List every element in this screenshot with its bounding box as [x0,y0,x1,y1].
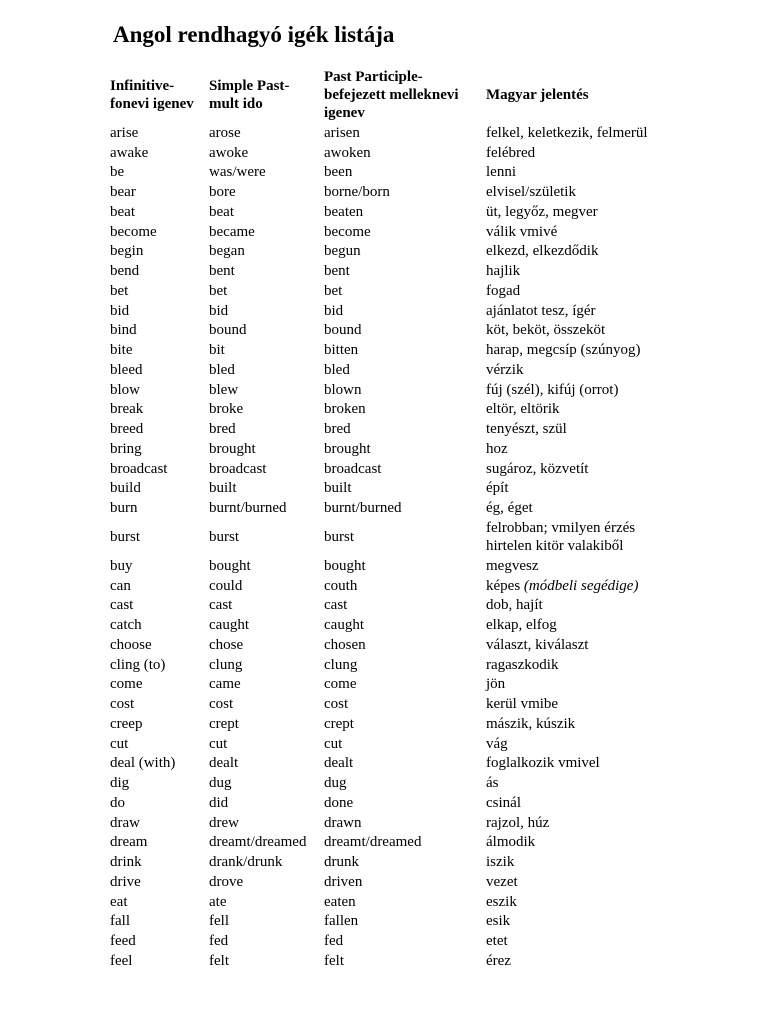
meaning-text: mászik, kúszik [486,715,576,732]
meaning-cell [483,182,663,202]
infinitive-cell: drink [110,854,142,871]
simple-past-cell: beat [209,203,234,220]
simple-past-cell: became [209,223,255,240]
meaning-cell [483,596,663,616]
table-row [107,892,663,912]
table-row [107,951,663,971]
simple-past-cell: clung [209,656,243,673]
past-participle-cell: arisen [324,124,360,141]
infinitive-cell: do [110,794,125,811]
past-participle-cell: clung [324,656,358,673]
table-row [107,340,663,360]
meaning-text: sugároz, közvetít [486,460,589,477]
infinitive-cell: feed [110,933,136,950]
table-row [107,813,663,833]
meaning-text: vág [486,735,508,752]
past-participle-cell: broken [324,401,366,418]
table-row [107,182,663,202]
meaning-text: kerül vmibe [486,696,559,713]
simple-past-cell: bid [209,302,229,319]
meaning-text: csinál [486,794,521,811]
simple-past-cell: fed [209,933,229,950]
table-row [107,202,663,222]
header-infinitive: Infinitive-fonevi igenev [110,78,194,112]
infinitive-cell: dig [110,775,130,792]
meaning-text: álmodik [486,834,536,851]
infinitive-cell: bet [110,282,129,299]
table-row [107,615,663,635]
table-body [107,123,663,971]
infinitive-cell: arise [110,124,139,141]
meaning-cell [483,675,663,695]
meaning-cell [483,380,663,400]
past-participle-cell: burnt/burned [324,500,402,517]
simple-past-cell: bled [209,361,235,378]
past-participle-cell: cast [324,597,348,614]
meaning-cell [483,261,663,281]
simple-past-cell: drew [209,814,239,831]
simple-past-cell: broadcast [209,460,267,477]
simple-past-cell: chose [209,636,244,653]
table-row [107,261,663,281]
past-participle-cell: bet [324,282,343,299]
infinitive-cell: cling (to) [110,656,166,673]
simple-past-cell: dug [209,775,232,792]
table-row [107,242,663,262]
past-participle-cell: begun [324,243,361,260]
meaning-cell [483,498,663,518]
infinitive-cell: deal (with) [110,755,176,772]
meaning-cell [483,833,663,853]
infinitive-cell: bleed [110,361,143,378]
meaning-cell [483,123,663,143]
meaning-text: válik vmivé [486,223,558,240]
infinitive-cell: cost [110,696,135,713]
meaning-text: jön [486,676,506,693]
past-participle-cell: drawn [324,814,362,831]
infinitive-cell: burn [110,500,138,517]
meaning-text: vérzik [486,361,524,378]
infinitive-cell: can [110,577,131,594]
meaning-cell [483,912,663,932]
meaning-text: hajlik [486,263,521,280]
past-participle-cell: come [324,676,357,693]
simple-past-cell: awoke [209,144,249,161]
past-participle-cell: bent [324,263,350,280]
meaning-text: ég, éget [486,500,533,517]
meaning-text: felkel, keletkezik, felmerül [486,124,648,141]
meaning-cell [483,321,663,341]
past-participle-cell: bought [324,557,366,574]
infinitive-cell: be [110,164,125,181]
past-participle-cell: fallen [324,913,359,930]
past-participle-cell: bid [324,302,344,319]
meaning-text: esik [486,913,511,930]
past-participle-cell: burst [324,529,354,545]
meaning-cell [483,281,663,301]
simple-past-cell: cost [209,696,234,713]
simple-past-cell: drank/drunk [209,854,283,871]
meaning-cell [483,813,663,833]
table-row [107,852,663,872]
meaning-text: megvesz [486,557,539,574]
infinitive-cell: cut [110,735,129,752]
past-participle-cell: broadcast [324,460,382,477]
meaning-text: felébred [486,144,536,161]
simple-past-cell: fell [209,913,229,930]
meaning-text: tenyészt, szül [486,421,567,438]
meaning-text: ajánlatot tesz, ígér [486,302,596,319]
meaning-text: köt, beköt, összeköt [486,322,606,339]
table-row [107,556,663,576]
simple-past-cell: bent [209,263,235,280]
meaning-cell [483,951,663,971]
past-participle-cell: felt [324,952,344,969]
infinitive-cell: bend [110,263,140,280]
meaning-cell [483,479,663,499]
infinitive-cell: bear [110,184,136,201]
table-row [107,498,663,518]
past-participle-cell: blown [324,381,362,398]
meaning-text: fogad [486,282,521,299]
infinitive-cell: eat [110,893,128,910]
table-row [107,123,663,143]
table-row [107,596,663,616]
infinitive-cell: breed [110,421,144,438]
table-row [107,321,663,341]
table-row [107,439,663,459]
meaning-text: képes [486,577,521,594]
past-participle-cell: bitten [324,342,359,359]
table-row [107,773,663,793]
meaning-cell [483,459,663,479]
table-row [107,400,663,420]
table-row [107,222,663,242]
simple-past-cell: was/were [209,164,266,181]
meaning-text: felrobban; vmilyen érzés hirtelen kitör valakiből [486,520,636,554]
irregular-verbs-table [107,67,663,971]
meaning-cell [483,852,663,872]
past-participle-cell: beaten [324,203,364,220]
past-participle-cell: fed [324,933,344,950]
infinitive-cell: burst [110,529,140,545]
simple-past-cell: arose [209,124,241,141]
simple-past-cell: did [209,794,229,811]
table-row [107,754,663,774]
simple-past-cell: dealt [209,755,239,772]
past-participle-cell: built [324,480,352,497]
meaning-text: ás [486,775,499,792]
meaning-text: rajzol, húz [486,814,550,831]
meaning-text: épít [486,480,509,497]
table-row [107,479,663,499]
meaning-cell [483,360,663,380]
simple-past-cell: cut [209,735,228,752]
infinitive-cell: draw [110,814,140,831]
past-participle-cell: crept [324,715,354,732]
meaning-text: érez [486,952,511,969]
meaning-text: üt, legyőz, megver [486,203,598,220]
past-participle-cell: awoken [324,144,371,161]
meaning-cell [483,439,663,459]
past-participle-cell: drunk [324,854,359,871]
meaning-cell [483,655,663,675]
past-participle-cell: brought [324,440,371,457]
meaning-text: választ, kiválaszt [486,636,589,653]
simple-past-cell: bought [209,557,251,574]
infinitive-cell: choose [110,636,152,653]
infinitive-cell: creep [110,715,143,732]
meaning-cell [483,301,663,321]
meaning-text: ragaszkodik [486,656,559,673]
meaning-text: hoz [486,440,508,457]
table-row [107,714,663,734]
simple-past-cell: brought [209,440,256,457]
table-row [107,912,663,932]
meaning-cell [483,615,663,635]
simple-past-cell: bound [209,322,247,339]
simple-past-cell: bet [209,282,228,299]
meaning-text: etet [486,933,508,950]
meaning-text: foglalkozik vmivel [486,755,600,772]
meaning-cell [483,714,663,734]
infinitive-cell: come [110,676,143,693]
meaning-cell [483,222,663,242]
infinitive-cell: bite [110,342,133,359]
header-hungarian-meaning: Magyar jelentés [486,87,589,103]
meaning-cell [483,242,663,262]
infinitive-cell: break [110,401,144,418]
past-participle-cell: bred [324,421,351,438]
infinitive-cell: blow [110,381,140,398]
past-participle-cell: cut [324,735,343,752]
table-row [107,833,663,853]
meaning-cell [483,773,663,793]
infinitive-cell: bind [110,322,137,339]
past-participle-cell: caught [324,617,364,634]
meaning-text: lenni [486,164,516,181]
infinitive-cell: awake [110,144,149,161]
meaning-cell [483,163,663,183]
table-row [107,143,663,163]
simple-past-cell: burst [209,529,239,545]
past-participle-cell: dreamt/dreamed [324,834,422,851]
table-row [107,694,663,714]
past-participle-cell: bled [324,361,350,378]
simple-past-cell: felt [209,952,229,969]
table-row [107,576,663,596]
infinitive-cell: fall [110,913,130,930]
meaning-cell [483,734,663,754]
table-row [107,419,663,439]
infinitive-cell: bid [110,302,130,319]
table-row [107,281,663,301]
meaning-text: harap, megcsíp (szúnyog) [486,342,641,359]
table-row [107,655,663,675]
table-header-row [107,67,663,123]
meaning-cell [483,931,663,951]
page-title: Angol rendhagyó igék listája [113,22,395,47]
table-row [107,675,663,695]
simple-past-cell: bred [209,421,236,438]
header-simple-past: Simple Past-mult ido [209,78,290,112]
table-row [107,635,663,655]
meaning-cell [483,694,663,714]
simple-past-cell: came [209,676,241,693]
infinitive-cell: broadcast [110,460,168,477]
past-participle-cell: dug [324,775,347,792]
meaning-cell [483,793,663,813]
infinitive-cell: feel [110,952,133,969]
past-participle-cell: dealt [324,755,354,772]
table-row [107,301,663,321]
simple-past-cell: bore [209,184,236,201]
meaning-cell [483,872,663,892]
past-participle-cell: bound [324,322,362,339]
meaning-cell [483,518,663,556]
meaning-cell [483,202,663,222]
infinitive-cell: build [110,480,141,497]
simple-past-cell: caught [209,617,249,634]
simple-past-cell: burnt/burned [209,500,287,517]
infinitive-cell: buy [110,557,133,574]
table-row [107,793,663,813]
table-row [107,734,663,754]
table-row [107,380,663,400]
meaning-text: eszik [486,893,517,910]
meaning-note: (módbeli segédige) [523,577,639,594]
meaning-cell [483,754,663,774]
past-participle-cell: borne/born [324,184,390,201]
meaning-text: elkap, elfog [486,617,557,634]
table-row [107,872,663,892]
meaning-cell [483,635,663,655]
meaning-cell [483,892,663,912]
infinitive-cell: begin [110,243,144,260]
meaning-cell [483,556,663,576]
simple-past-cell: drove [209,873,244,890]
simple-past-cell: ate [209,893,227,910]
past-participle-cell: couth [324,577,358,594]
infinitive-cell: cast [110,597,134,614]
past-participle-cell: been [324,164,353,181]
infinitive-cell: dream [110,834,148,851]
past-participle-cell: become [324,223,371,240]
meaning-cell [483,143,663,163]
simple-past-cell: built [209,480,237,497]
meaning-text: eltör, eltörik [486,401,560,418]
meaning-cell [483,576,663,596]
simple-past-cell: crept [209,715,239,732]
meaning-cell [483,340,663,360]
simple-past-cell: cast [209,597,233,614]
past-participle-cell: eaten [324,893,356,910]
infinitive-cell: drive [110,873,141,890]
infinitive-cell: beat [110,203,135,220]
meaning-text: elkezd, elkezdődik [486,243,599,260]
infinitive-cell: catch [110,617,142,634]
simple-past-cell: blew [209,381,239,398]
table-row [107,459,663,479]
past-participle-cell: cost [324,696,349,713]
simple-past-cell: broke [209,401,244,418]
meaning-text: vezet [486,873,518,890]
simple-past-cell: dreamt/dreamed [209,834,307,851]
simple-past-cell: bit [209,342,225,359]
header-past-participle: Past Participle-befejezett melleknevi igenev [324,69,459,121]
meaning-cell [483,419,663,439]
table-row [107,931,663,951]
simple-past-cell: began [209,243,245,260]
infinitive-cell: become [110,223,157,240]
meaning-cell [483,400,663,420]
table-row [107,360,663,380]
meaning-text: fúj (szél), kifúj (orrot) [486,381,619,398]
table-row [107,518,663,556]
table-row [107,163,663,183]
simple-past-cell: could [209,577,243,594]
meaning-text: elvisel/születik [486,184,576,201]
past-participle-cell: done [324,794,354,811]
meaning-text: dob, hajít [486,597,543,614]
meaning-text: iszik [486,854,515,871]
infinitive-cell: bring [110,440,142,457]
past-participle-cell: chosen [324,636,366,653]
past-participle-cell: driven [324,873,363,890]
